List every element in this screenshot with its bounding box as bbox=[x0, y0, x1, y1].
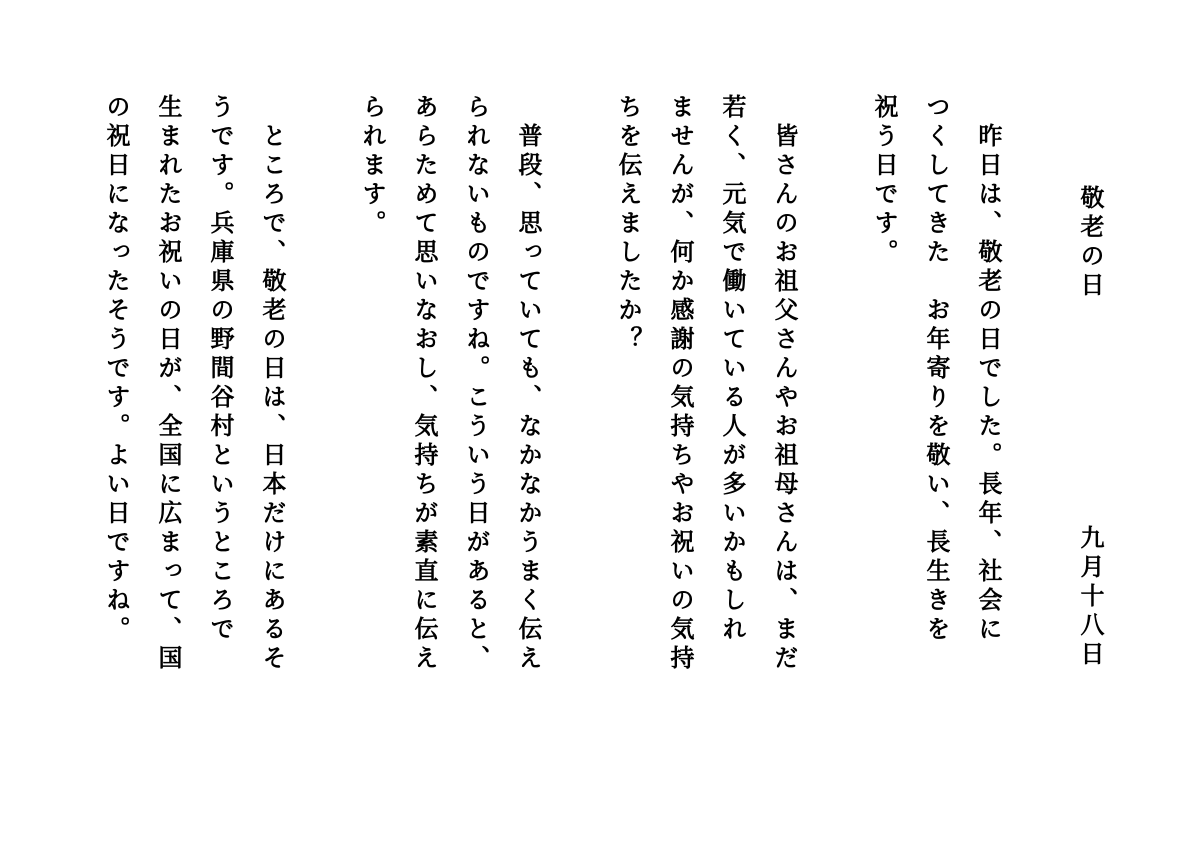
paragraph-2-line-2: 若く、元気で働いている人が多いかもしれ bbox=[718, 94, 747, 645]
paragraph-1-line-1: 昨日は、敬老の日でした。長年、社会に bbox=[974, 123, 1003, 645]
paragraph-2-line-3: ませんが、何か感謝の気持ちやお祝いの気持 bbox=[666, 94, 695, 674]
paragraph-3-line-1: 普段、思っていても、なかなかうまく伝え bbox=[514, 123, 543, 674]
paragraph-4-line-1: ところで、敬老の日は、日本だけにあるそ bbox=[258, 123, 287, 674]
paragraph-1-line-3: 祝う日です。 bbox=[870, 94, 899, 268]
paragraph-4-line-3: 生まれたお祝いの日が、全国に広まって、国 bbox=[154, 94, 183, 674]
paragraph-2-line-1: 皆さんのお祖父さんやお祖母さんは、まだ bbox=[770, 123, 799, 674]
paragraph-3-line-2: られないものですね。こういう日があると、 bbox=[462, 94, 491, 674]
document-title: 敬老の日 bbox=[1076, 185, 1105, 301]
paragraph-3-line-3: あらためて思いなおし、気持ちが素直に伝え bbox=[410, 94, 439, 674]
paragraph-4-line-4: の祝日になったそうです。よい日ですね。 bbox=[102, 94, 131, 645]
paragraph-1-line-2: つくしてきた お年寄りを敬い、長生きを bbox=[922, 94, 951, 645]
document-date: 九月十八日 bbox=[1076, 525, 1105, 670]
paragraph-4-line-2: うです。兵庫県の野間谷村というところで bbox=[206, 94, 235, 645]
paragraph-3-line-4: られます。 bbox=[358, 94, 387, 239]
paragraph-2-line-4: ちを伝えましたか？ bbox=[614, 94, 643, 355]
